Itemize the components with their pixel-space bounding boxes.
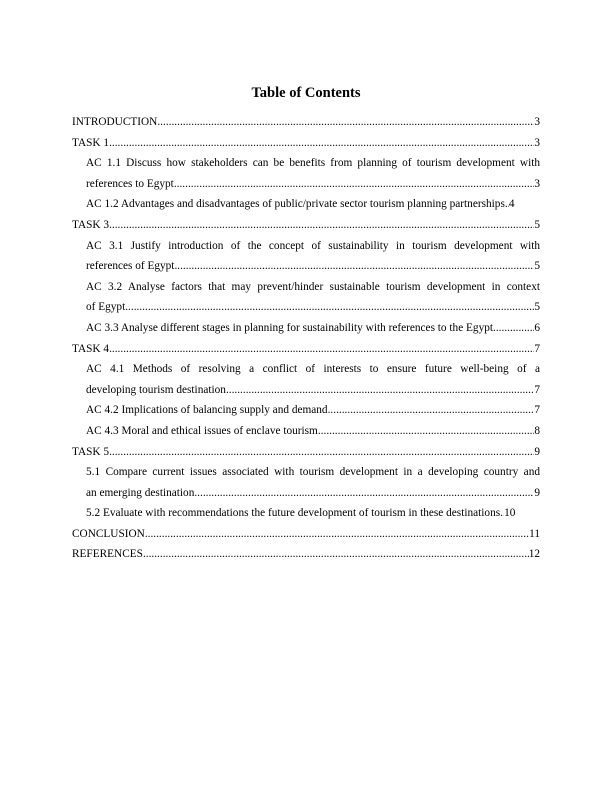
toc-page-number: 5 [534,218,540,231]
dot-leader [157,112,534,133]
dot-leader [109,133,534,154]
toc-entry-references[interactable] [72,544,540,565]
toc-entry-ac-3-1-line1[interactable]: AC 3.1 Justify introduction of the concept of sustainability in tourism development with [86,239,540,252]
toc-page-number: 8 [534,424,540,437]
toc-entry-label: CONCLUSION [72,527,145,540]
dot-leader [496,318,535,339]
toc-entry-label: an emerging destination [86,486,195,499]
toc-entry-ac-3-3[interactable] [72,318,540,339]
toc-entry-label: references of Egypt [86,260,175,273]
toc-page-number: 7 [534,342,540,355]
toc-entry-task-5[interactable] [72,442,540,463]
toc-entry-task-4[interactable] [72,339,540,360]
toc-entry-label: 5.2 Evaluate with recommendations the future development of tourism in these destinations [86,507,501,520]
toc-entry-label: references to Egypt [86,177,174,190]
toc-page-number: 12 [528,548,540,561]
dot-leader [328,400,535,421]
toc-entry-conclusion[interactable] [72,524,540,545]
toc-entry-label: AC 3.3 Analyse different stages in planning for sustainability with references to the Egypt. [86,321,496,334]
toc-entry-label: developing tourism destination [86,383,226,396]
toc-page-number: 3 [534,136,540,149]
toc-entry-ac-3-2-line1[interactable]: AC 3.2 Analyse factors that may prevent/hinder sustainable tourism development in context [86,280,540,293]
toc-entry-5-1[interactable] [72,483,540,504]
dot-leader [109,215,534,236]
toc-entry-task-1[interactable] [72,133,540,154]
toc-entry-ac-1-2[interactable] [72,194,540,215]
dot-leader [318,421,534,442]
toc-entry-label: of Egypt [86,301,126,314]
toc-page-number: 5 [534,260,540,273]
toc-entry-5-2[interactable] [72,503,540,524]
dot-leader [226,380,534,401]
toc-entry-label: AC 1.2 Advantages and disadvantages of public/private sector tourism planning partnerships [86,198,505,211]
toc-page-number: 9 [534,445,540,458]
dot-leader [174,174,535,195]
toc-page-number: 9 [534,486,540,499]
toc-entry-label: INTRODUCTION [72,116,158,128]
dot-leader [194,483,534,504]
toc-page-number: 3 [534,177,540,190]
toc-page-number: 7 [534,404,540,417]
toc-page-number: 6 [534,321,540,334]
toc-entry-ac-4-3[interactable] [72,421,540,442]
toc-entry-ac-4-2[interactable] [72,400,540,421]
toc-entry-ac-4-1-line1[interactable]: AC 4.1 Methods of resolving a conflict of interests to ensure future well-being of a [86,363,540,376]
toc-page-number: 10 [504,507,516,520]
dot-leader [174,256,534,277]
dot-leader [109,339,534,360]
toc-entry-ac-4-1[interactable] [72,380,540,401]
toc-entry-label: TASK 4 [72,342,110,355]
toc-entry-label: TASK 3 [72,218,110,231]
toc-page-number: 11 [529,527,540,540]
toc-entry-label: REFERENCES [72,548,143,561]
toc-entry-ac-1-1-line1[interactable]: AC 1.1 Discuss how stakeholders can be benefits from planning of tourism development with [86,157,540,170]
dot-leader [109,442,534,463]
toc-entry-label: AC 4.2 Implications of balancing supply and demand [86,404,328,417]
toc-entry-label: TASK 5 [72,445,110,458]
dot-leader [125,297,534,318]
toc-page-number: 5 [534,301,540,314]
table-of-contents [72,112,540,565]
toc-entry-label: TASK 1 [72,136,110,149]
toc-entry-ac-3-1[interactable] [72,256,540,277]
toc-entry-introduction[interactable] [72,112,540,133]
toc-page-number: 3 [534,116,540,128]
toc-entry-task-3[interactable] [72,215,540,236]
toc-page-number: 4 [508,198,515,211]
toc-entry-5-1-line1[interactable]: 5.1 Compare current issues associated with tourism development in a developing country and [86,466,540,479]
page-title: Table of Contents [251,85,361,101]
toc-page-number: 7 [534,383,540,396]
dot-leader [145,524,529,545]
toc-entry-ac-1-1[interactable] [72,174,540,195]
toc-entry-ac-3-2[interactable] [72,297,540,318]
toc-entry-label: AC 4.3 Moral and ethical issues of enclave tourism [86,424,318,437]
dot-leader [143,544,529,565]
